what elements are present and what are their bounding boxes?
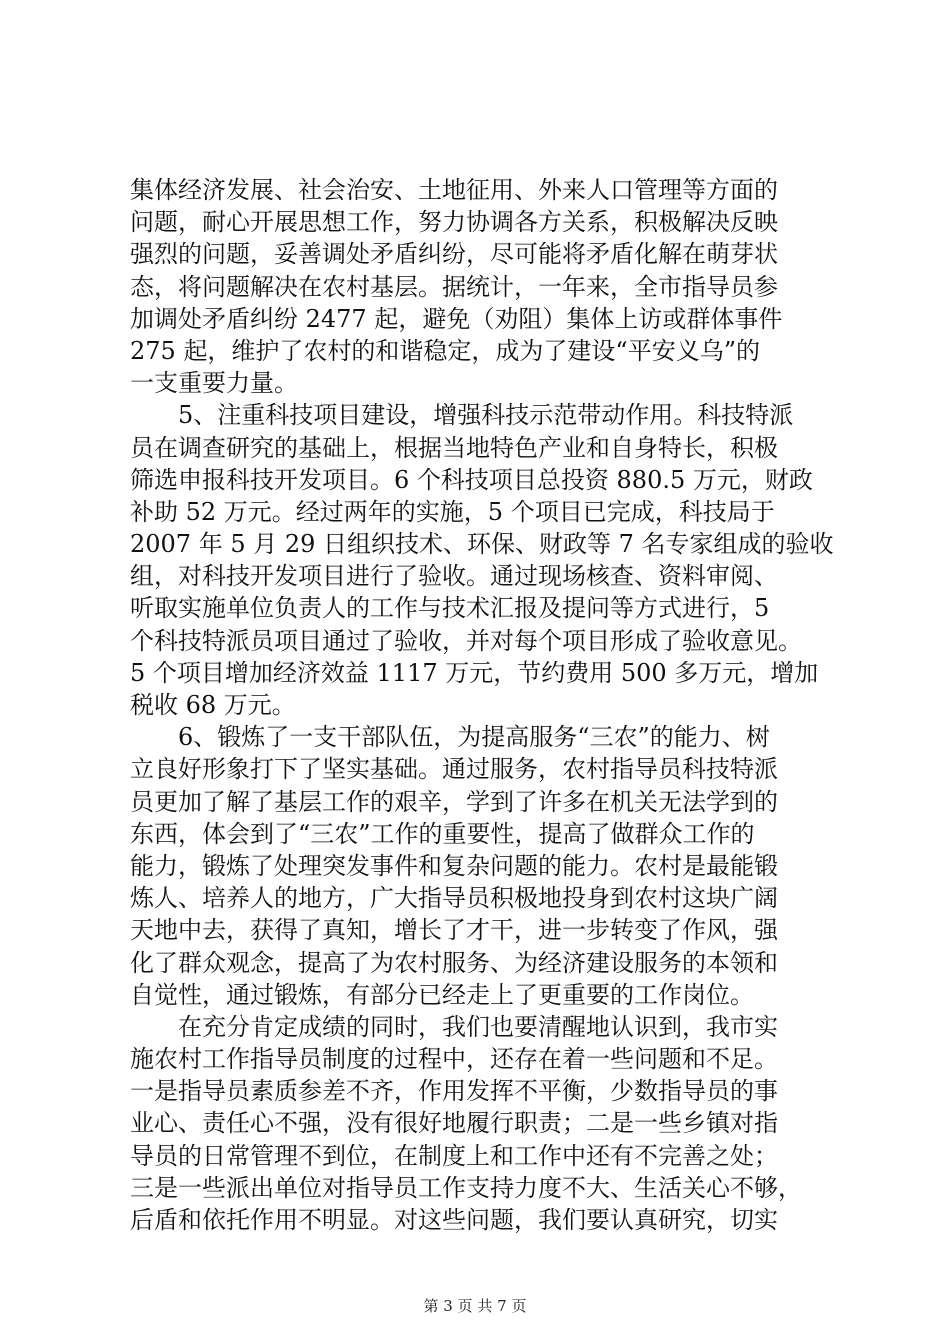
text-line: 天地中去，获得了真知，增长了才干，进一步转变了作风，强 — [130, 916, 778, 945]
text-line: 加调处矛盾纠纷 2477 起，避免（劝阻）集体上访或群体事件 — [130, 304, 783, 333]
text-line: 员更加了解了基层工作的艰辛，学到了许多在机关无法学到的 — [130, 787, 778, 816]
text-line: 听取实施单位负责人的工作与技术汇报及提问等方式进行，5 — [130, 594, 770, 623]
text-line: 组，对科技开发项目进行了验收。通过现场核查、资料审阅、 — [130, 562, 778, 591]
text-line: 在充分肯定成绩的同时，我们也要清醒地认识到，我市实 — [130, 1012, 778, 1041]
text-line: 一支重要力量。 — [130, 369, 298, 398]
text-line: 5、注重科技项目建设，增强科技示范带动作用。科技特派 — [130, 401, 794, 430]
text-line: 个科技特派员项目通过了验收，并对每个项目形成了验收意见。 — [130, 626, 802, 655]
body-text — [130, 174, 835, 1236]
text-line: 三是一些派出单位对指导员工作支持力度不大、生活关心不够， — [130, 1173, 802, 1202]
text-line: 一是指导员素质参差不齐，作用发挥不平衡，少数指导员的事 — [130, 1077, 778, 1106]
text-line: 6、锻炼了一支干部队伍，为提高服务“三农”的能力、树 — [130, 723, 770, 752]
text-line: 275 起，维护了农村的和谐稳定，成为了建设“平安义乌”的 — [130, 336, 760, 365]
text-line: 自觉性，通过锻炼，有部分已经走上了更重要的工作岗位。 — [130, 980, 754, 1009]
page-footer: 第 3 页 共 7 页 — [423, 1297, 527, 1315]
text-line: 2007 年 5 月 29 日组织技术、环保、财政等 7 名专家组成的验收 — [130, 530, 834, 559]
text-line: 强烈的问题，妥善调处矛盾纠纷，尽可能将矛盾化解在萌芽状 — [130, 240, 778, 269]
text-line: 能力，锻炼了处理突发事件和复杂问题的能力。农村是最能锻 — [130, 851, 778, 880]
text-line: 炼人、培养人的地方，广大指导员积极地投身到农村这块广阔 — [130, 884, 778, 913]
text-line: 问题，耐心开展思想工作，努力协调各方关系，积极解决反映 — [130, 208, 778, 237]
text-line: 态，将问题解决在农村基层。据统计，一年来，全市指导员参 — [130, 272, 778, 301]
text-line: 业心、责任心不强，没有很好地履行职责；二是一些乡镇对指 — [130, 1109, 778, 1138]
text-line: 东西，体会到了“三农”工作的重要性，提高了做群众工作的 — [130, 819, 755, 848]
text-line: 集体经济发展、社会治安、土地征用、外来人口管理等方面的 — [130, 176, 778, 204]
text-line: 施农村工作指导员制度的过程中，还存在着一些问题和不足。 — [130, 1045, 778, 1074]
text-line: 化了群众观念，提高了为农村服务、为经济建设服务的本领和 — [130, 948, 778, 977]
text-line: 后盾和依托作用不明显。对这些问题，我们要认真研究，切实 — [130, 1206, 778, 1234]
text-line: 筛选申报科技开发项目。6 个科技项目总投资 880.5 万元，财政 — [130, 465, 813, 494]
text-line: 补助 52 万元。经过两年的实施，5 个项目已完成，科技局于 — [130, 497, 775, 526]
text-line: 立良好形象打下了坚实基础。通过服务，农村指导员科技特派 — [130, 755, 778, 784]
text-line: 员在调查研究的基础上，根据当地特色产业和自身特长，积极 — [130, 433, 778, 462]
text-line: 5 个项目增加经济效益 1117 万元，节约费用 500 多万元，增加 — [130, 658, 819, 687]
text-line: 导员的日常管理不到位，在制度上和工作中还有不完善之处； — [130, 1141, 778, 1170]
text-line: 税收 68 万元。 — [130, 691, 296, 719]
